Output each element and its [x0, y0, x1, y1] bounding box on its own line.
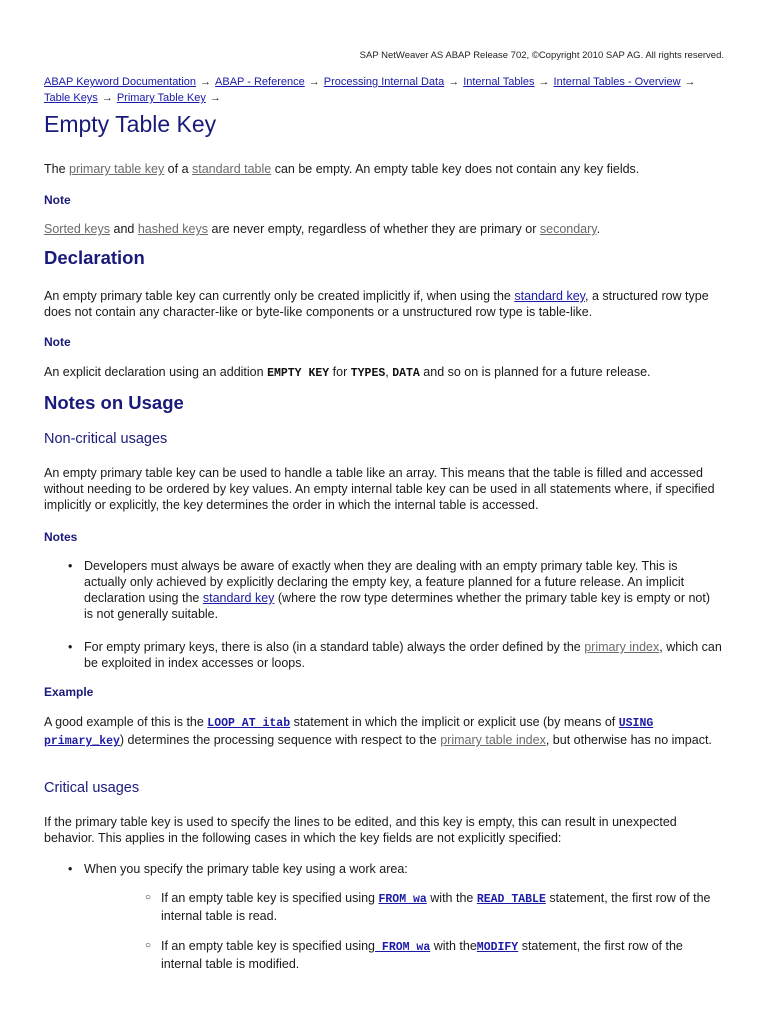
text: If an empty table key is specified using: [161, 939, 376, 953]
breadcrumb-arrow: →: [448, 76, 460, 88]
breadcrumb-arrow: →: [684, 76, 696, 88]
breadcrumb-link-internal-tables-overview[interactable]: Internal Tables - Overview: [553, 76, 681, 88]
link-from-wa[interactable]: FROM wa: [378, 893, 427, 906]
text: can be empty. An empty table key does not contain any key fields.: [271, 162, 640, 176]
note-label: Note: [44, 193, 71, 207]
link-loop-at-itab[interactable]: LOOP AT itab: [207, 717, 291, 730]
breadcrumb-arrow: →: [209, 92, 221, 104]
text: statement, the first row of the internal table is read.: [161, 891, 711, 923]
breadcrumb-link-abap-reference[interactable]: ABAP - Reference: [215, 76, 305, 88]
link-read-table[interactable]: READ TABLE: [476, 893, 546, 906]
subheading-critical-usages: Critical usages: [44, 780, 140, 796]
text: An explicit declaration using an addition: [44, 365, 268, 379]
link-primary-table-key[interactable]: primary table key: [69, 162, 165, 176]
link-standard-key[interactable]: standard key: [202, 591, 275, 605]
text: , a structured row type does not contain any character-like or byte-like components or a unstructured row type is table-like.: [44, 289, 709, 319]
breadcrumb-link-processing-internal-data[interactable]: Processing Internal Data: [323, 76, 445, 88]
code-empty-key: EMPTY KEY: [267, 367, 330, 380]
link-hashed-keys[interactable]: hashed keys: [137, 222, 209, 236]
noncritical-paragraph: An empty primary table key can be used to handle a table like an array. This means that the table is filled and accessed without needing to be ordered by key values. An empty internal table key can be used in all statements where, if specified implicitly or explicitly, the key determines the order in which the internal table is accessed.: [44, 466, 715, 512]
link-using-primary-key[interactable]: USING primary_key: [44, 717, 654, 748]
text: with the: [426, 891, 477, 905]
text: , which can be exploited in index accesses or loops.: [84, 640, 722, 670]
breadcrumb: [44, 74, 708, 106]
intro-paragraph: [44, 161, 722, 177]
critical-paragraph: If the primary table key is used to specify the lines to be edited, and this key is empty, this can result in unexpected behavior. This applies in the following cases in which the key fields are not explicitly specified:: [44, 815, 677, 845]
text: Developers must always be aware of exactly when they are dealing with an empty primary table key. This is actually only achieved by explicitly declaring the empty key, a feature planned for a future release. An implicit declaration using the: [84, 559, 685, 605]
example-label: Example: [44, 685, 94, 699]
text: For empty primary keys, there is also (in a standard table) always the order defined by the: [84, 640, 585, 654]
section-heading-notes-on-usage: Notes on Usage: [44, 392, 184, 413]
text: of a: [164, 162, 192, 176]
code-data: DATA: [392, 367, 420, 380]
text: A good example of this is the: [44, 715, 208, 729]
breadcrumb-link-keyword-documentation[interactable]: ABAP Keyword Documentation: [44, 76, 197, 88]
text: and: [110, 222, 138, 236]
link-secondary[interactable]: secondary: [539, 222, 597, 236]
note2-paragraph: [44, 364, 722, 382]
text: (where the row type determines whether the primary table key is empty or not) is not generally suitable.: [84, 591, 711, 621]
breadcrumb-arrow: →: [101, 92, 113, 104]
notes-label: Notes: [44, 530, 78, 544]
code-types: TYPES: [350, 367, 386, 380]
link-primary-table-index[interactable]: primary table index: [440, 733, 546, 747]
text: ,: [385, 365, 393, 379]
page-title: Empty Table Key: [44, 111, 217, 137]
link-standard-table[interactable]: standard table: [192, 162, 272, 176]
breadcrumb-link-internal-tables[interactable]: Internal Tables: [463, 76, 535, 88]
breadcrumb-arrow: →: [308, 76, 320, 88]
text: , but otherwise has no impact.: [545, 733, 712, 747]
text: and so on is planned for a future release.: [419, 365, 651, 379]
text: statement, the first row of the internal table is modified.: [161, 939, 683, 971]
breadcrumb-link-table-keys[interactable]: Table Keys: [44, 92, 98, 104]
text: ) determines the processing sequence with respect to the: [119, 733, 441, 747]
text: .: [596, 222, 601, 236]
text: statement in which the implicit or explicit use (by means of: [290, 715, 619, 729]
link-sorted-keys[interactable]: Sorted keys: [44, 222, 111, 236]
section-heading-declaration: Declaration: [44, 247, 145, 268]
link-from-wa[interactable]: FROM wa: [375, 941, 431, 954]
link-modify[interactable]: MODIFY: [476, 941, 519, 954]
text: are never empty, regardless of whether they are primary or: [208, 222, 540, 236]
subheading-non-critical-usages: Non-critical usages: [44, 431, 168, 447]
text: for: [329, 365, 351, 379]
declaration-paragraph: [44, 288, 722, 320]
breadcrumb-link-primary-table-key[interactable]: Primary Table Key: [116, 92, 206, 104]
breadcrumb-arrow: →: [538, 76, 550, 88]
example-paragraph: [44, 714, 722, 750]
text: If an empty table key is specified using: [161, 891, 379, 905]
list-item: [84, 639, 722, 671]
copyright-notice: SAP NetWeaver AS ABAP Release 702, ©Copyright 2010 SAP AG. All rights reserved.: [359, 50, 724, 61]
sub-list-item: [161, 938, 724, 972]
text: with the: [430, 939, 477, 953]
list-item: • When you specify the primary table key using a work area:: [84, 861, 722, 877]
sub-list-item: [161, 890, 724, 924]
note1-paragraph: [44, 221, 722, 237]
link-standard-key[interactable]: standard key: [514, 289, 586, 303]
link-primary-index[interactable]: primary index: [584, 640, 660, 654]
breadcrumb-arrow: →: [200, 76, 212, 88]
text: An empty primary table key can currently only be created implicitly if, when using the: [44, 289, 515, 303]
text: The: [44, 162, 70, 176]
list-item: [84, 558, 722, 622]
note-label: Note: [44, 335, 71, 349]
